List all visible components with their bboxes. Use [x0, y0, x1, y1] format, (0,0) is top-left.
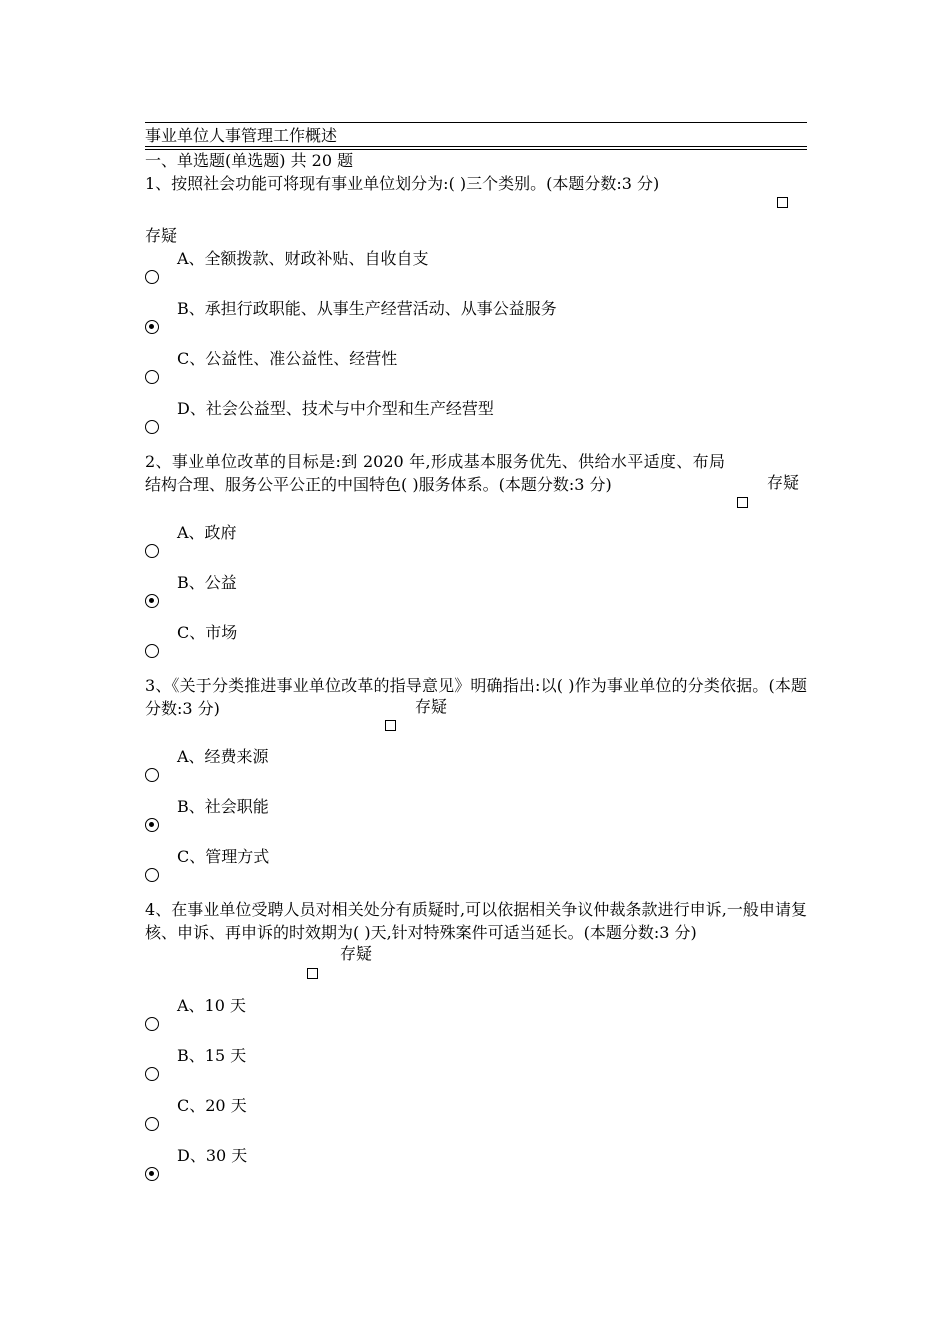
radio-button[interactable] — [145, 420, 159, 434]
section-heading: 一、单选题(单选题) 共 20 题 — [145, 151, 354, 170]
option-label: A、10 天 — [177, 996, 247, 1015]
radio-button[interactable] — [145, 270, 159, 284]
option-label: A、全额拨款、财政补贴、自收自支 — [177, 249, 429, 268]
question-3 — [145, 674, 807, 720]
question-text: 4、在事业单位受聘人员对相关处分有质疑时,可以依据相关争议仲裁条款进行申诉,一般申请复核、申诉、再申诉的时效期为( )天,针对特殊案件可适当延长。(本题分数:3 分) — [145, 900, 807, 942]
option-label: D、30 天 — [177, 1146, 248, 1165]
option-4a[interactable] — [145, 996, 807, 1044]
radio-button[interactable] — [145, 768, 159, 782]
option-label: B、社会职能 — [177, 797, 269, 816]
radio-button[interactable] — [145, 868, 159, 882]
option-label: C、管理方式 — [177, 847, 270, 866]
doubt-checkbox[interactable] — [385, 720, 396, 731]
radio-button[interactable] — [145, 370, 159, 384]
document-title: 事业单位人事管理工作概述 — [145, 126, 338, 145]
radio-button-selected[interactable] — [145, 818, 159, 832]
radio-button[interactable] — [145, 1067, 159, 1081]
radio-button[interactable] — [145, 1017, 159, 1031]
option-label: B、承担行政职能、从事生产经营活动、从事公益服务 — [177, 299, 557, 318]
doubt-label: 存疑 — [415, 697, 448, 716]
doubt-checkbox[interactable] — [737, 497, 748, 508]
option-3a[interactable] — [145, 747, 807, 795]
doubt-label: 存疑 — [767, 473, 800, 492]
option-1a[interactable] — [145, 249, 807, 297]
doubt-checkbox[interactable] — [777, 197, 788, 208]
option-3b[interactable] — [145, 797, 807, 845]
option-label: C、公益性、准公益性、经营性 — [177, 349, 398, 368]
question-4 — [145, 898, 807, 963]
question-2 — [145, 450, 807, 496]
option-4b[interactable] — [145, 1046, 807, 1094]
option-1b[interactable] — [145, 299, 807, 347]
question-text: 2、事业单位改革的目标是:到 2020 年,形成基本服务优先、供给水平适度、布局结构合理、服务公平公正的中国特色( )服务体系。(本题分数:3 分) — [145, 452, 725, 494]
option-label: B、15 天 — [177, 1046, 247, 1065]
radio-button[interactable] — [145, 644, 159, 658]
question-text: 1、按照社会功能可将现有事业单位划分为:( )三个类别。(本题分数:3 分) — [145, 174, 660, 193]
option-1d[interactable] — [145, 399, 807, 447]
doubt-checkbox[interactable] — [307, 968, 318, 979]
option-3c[interactable] — [145, 847, 807, 895]
doubt-label: 存疑 — [340, 944, 373, 963]
doubt-label: 存疑 — [145, 226, 178, 245]
option-label: C、市场 — [177, 623, 238, 642]
question-text: 3、《关于分类推进事业单位改革的指导意见》明确指出:以( )作为事业单位的分类依据。(本题分数:3 分) — [145, 676, 807, 718]
option-1c[interactable] — [145, 349, 807, 397]
radio-button[interactable] — [145, 544, 159, 558]
option-label: D、社会公益型、技术与中介型和生产经营型 — [177, 399, 494, 418]
question-1 — [145, 172, 807, 245]
option-2c[interactable] — [145, 623, 807, 671]
option-label: A、政府 — [177, 523, 237, 542]
option-label: A、经费来源 — [177, 747, 269, 766]
top-rule — [145, 122, 807, 123]
option-label: B、公益 — [177, 573, 237, 592]
option-label: C、20 天 — [177, 1096, 247, 1115]
option-4d[interactable] — [145, 1146, 807, 1194]
radio-button[interactable] — [145, 1117, 159, 1131]
radio-button-selected[interactable] — [145, 594, 159, 608]
option-2b[interactable] — [145, 573, 807, 621]
option-4c[interactable] — [145, 1096, 807, 1144]
radio-button-selected[interactable] — [145, 320, 159, 334]
title-double-rule — [145, 146, 807, 150]
radio-button-selected[interactable] — [145, 1167, 159, 1181]
option-2a[interactable] — [145, 523, 807, 571]
